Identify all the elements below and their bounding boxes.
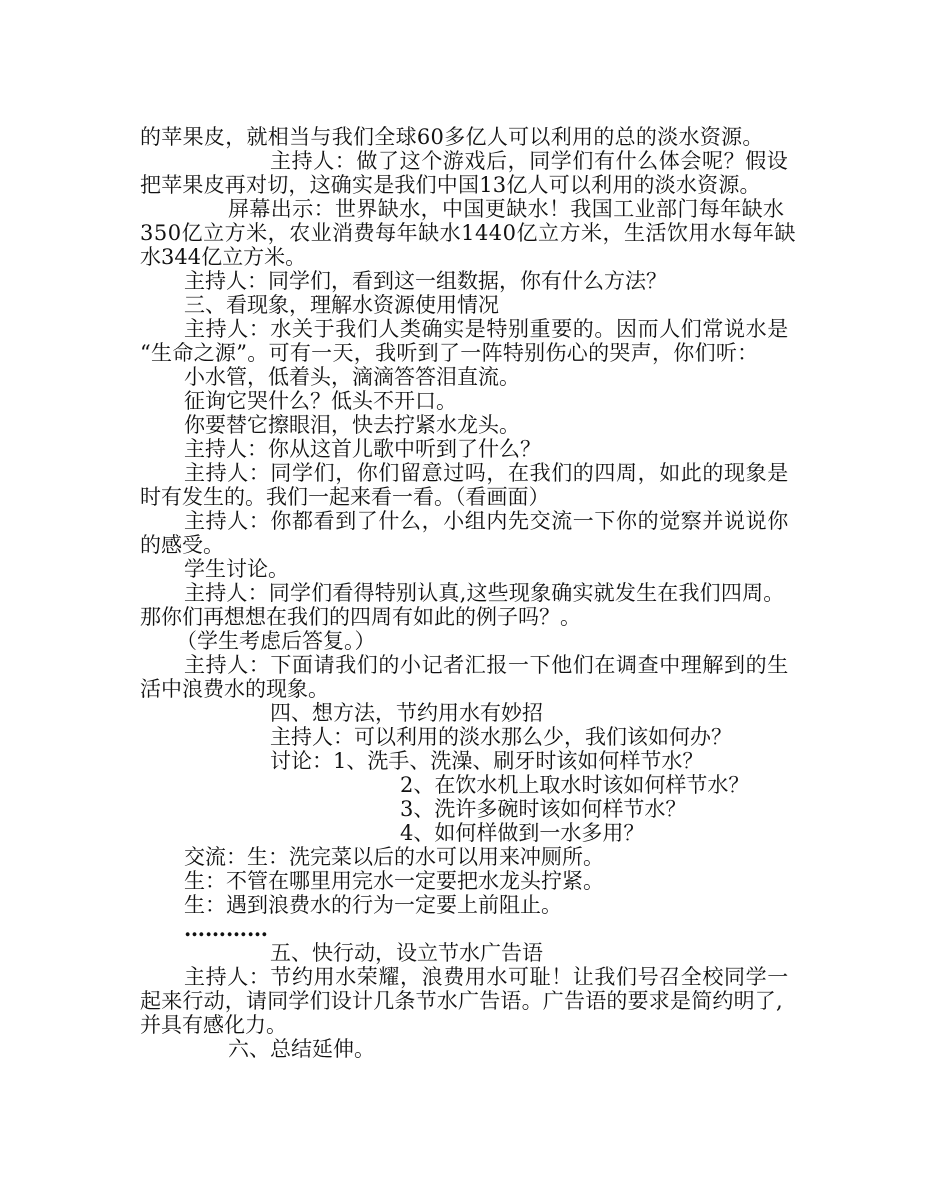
section-heading: 四、想方法，节约用水有妙招 — [270, 701, 543, 725]
text-line: 主持人：下面请我们的小记者汇报一下他们在调查中理解到的生 — [184, 653, 789, 677]
text-line: 生：不管在哪里用完水一定要把水龙头拧紧。 — [184, 869, 604, 893]
text-line: 3、洗许多碗时该如何样节水？ — [400, 797, 687, 821]
text-line: 学生讨论。 — [184, 557, 289, 581]
text-line: 那你们再想想在我们的四周有如此的例子吗？。 — [140, 605, 581, 629]
text-line: 时有发生的。我们一起来看一看。（看画面） — [140, 485, 550, 509]
text-line: 的感受。 — [140, 533, 224, 557]
text-line: 主持人：同学们看得特别认真,这些现象确实就发生在我们四周。 — [184, 581, 785, 605]
text-line: 把苹果皮再对切，这确实是我们中国13亿人可以利用的淡水资源。 — [140, 173, 761, 197]
text-line: 水344亿立方米。 — [140, 245, 307, 269]
ellipsis-line: ………… — [184, 916, 268, 941]
text-line: 并具有感化力。 — [140, 1013, 287, 1037]
text-line: 的苹果皮，就相当与我们全球60多亿人可以利用的总的淡水资源。 — [140, 125, 764, 149]
text-line: 主持人：做了这个游戏后，同学们有什么体会呢？假设 — [270, 149, 789, 173]
text-line: 屏幕出示：世界缺水，中国更缺水！我国工业部门每年缺水 — [228, 197, 785, 221]
text-line: 主持人：你从这首儿歌中听到了什么？ — [184, 437, 541, 461]
section-heading: 三、看现象，理解水资源使用情况 — [184, 293, 499, 317]
section-heading: 六、总结延伸。 — [228, 1037, 375, 1061]
text-line: 主持人：可以利用的淡水那么少，我们该如何办？ — [270, 725, 732, 749]
text-line: “生命之源”。可有一天，我听到了一阵特别伤心的哭声，你们听： — [140, 341, 759, 365]
text-line: 交流：生：洗完菜以后的水可以用来冲厕所。 — [184, 845, 604, 869]
text-line: 主持人：同学们，看到这一组数据，你有什么方法？ — [184, 269, 667, 293]
text-line: （学生考虑后答复。） — [176, 629, 376, 653]
text-line: 主持人：同学们，你们留意过吗，在我们的四周，如此的现象是 — [184, 461, 789, 485]
section-heading: 五、快行动，设立节水广告语 — [270, 941, 543, 965]
text-line: 活中浪费水的现象。 — [140, 677, 329, 701]
text-line: 起来行动，请同学们设计几条节水广告语。广告语的要求是简约明了, — [140, 989, 783, 1013]
text-line: 生：遇到浪费水的行为一定要上前阻止。 — [184, 893, 562, 917]
text-line: 2、在饮水机上取水时该如何样节水？ — [400, 773, 750, 797]
text-line: 主持人：你都看到了什么，小组内先交流一下你的觉察并说说你 — [184, 509, 789, 533]
text-line: 主持人：节约用水荣耀，浪费用水可耻！让我们号召全校同学一 — [184, 965, 789, 989]
text-line: 征询它哭什么？低头不开口。 — [184, 389, 457, 413]
text-line: 350亿立方米，农业消费每年缺水1440亿立方米，生活饮用水每年缺 — [140, 221, 797, 245]
text-line: 主持人：水关于我们人类确实是特别重要的。因而人们常说水是 — [184, 317, 789, 341]
text-line: 你要替它擦眼泪，快去拧紧水龙头。 — [184, 413, 520, 437]
text-line: 讨论：1、洗手、洗澡、刷牙时该如何样节水？ — [270, 749, 704, 773]
text-line: 小水管，低着头，滴滴答答泪直流。 — [184, 365, 520, 389]
text-line: 4、如何样做到一水多用？ — [400, 821, 645, 845]
